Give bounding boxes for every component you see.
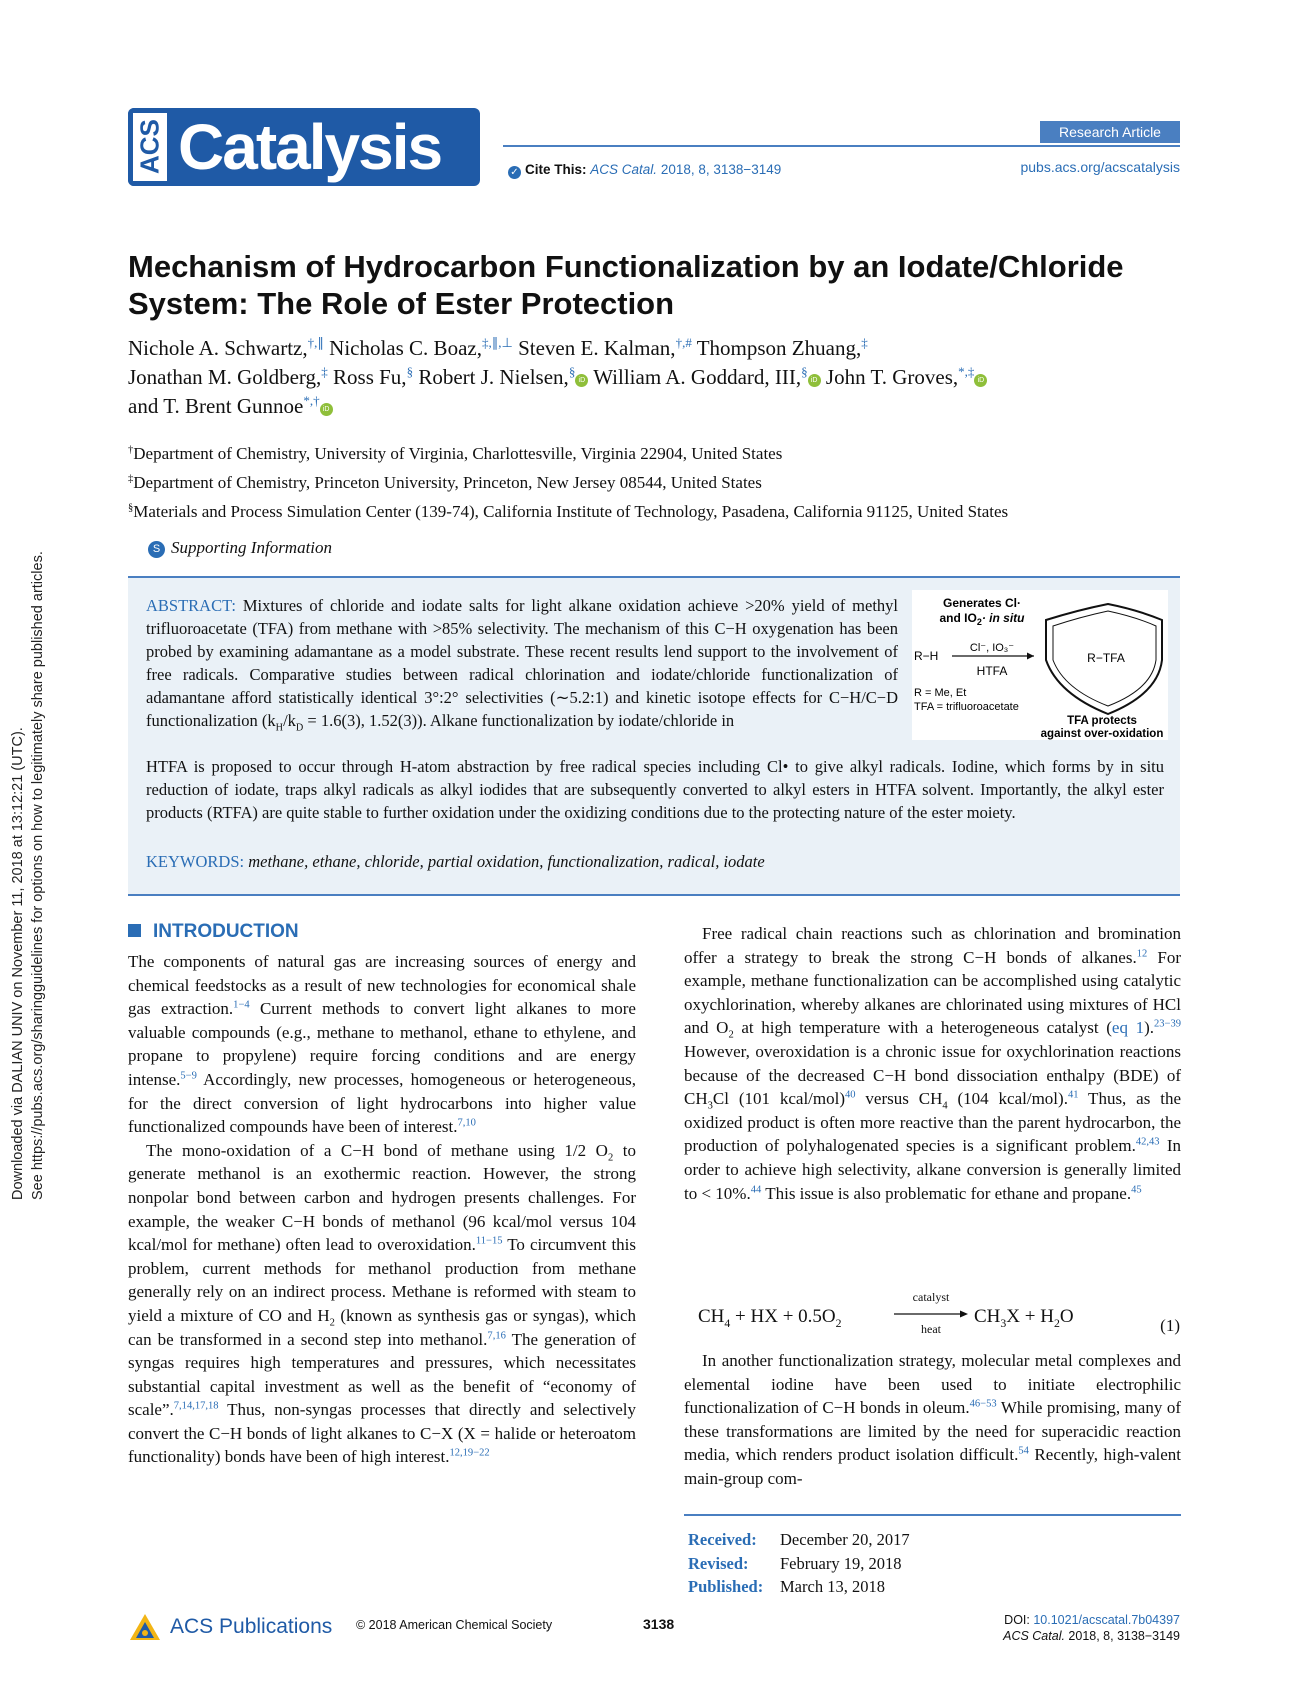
citation-ref[interactable]: 11−15 xyxy=(475,1235,503,1247)
toc-caption1: TFA protects xyxy=(1067,715,1137,727)
article-title: Mechanism of Hydrocarbon Functionalization by an Iodate/Chloride System: The Role of Ester Protection xyxy=(128,249,1124,321)
author[interactable]: Jonathan M. Goldberg,‡ xyxy=(128,364,328,389)
toc-reactant: R−H xyxy=(914,649,939,663)
orcid-icon[interactable]: iD xyxy=(320,403,333,416)
paragraph: The components of natural gas are increasing sources of energy and chemical feedstocks as a result of new technologies for economical shale gas extraction.$^{1-4}$ Current methods to convert light alkanes to more valuable compounds (e.g., methane to methanol, ethane to ethylene, and propane to propylene) require forcing conditions and are energy intense.$^{5-9}$ Accordingly, new processes, homogeneous or heterogeneous, for the direct conversion of light hydrocarbons into higher value functionalized compounds have been of interest.$^{7,10}$ xyxy=(128,952,636,1137)
paragraph: In another functionalization strategy, molecular metal complexes and elemental iodine have been used to initiate electrophilic functionalization of C−H bonds in oleum.$^{46-53}$ While promising, many of these transformations are limited by the need for superacidic reaction media, which renders product isolation difficult.$^{54}$ Recently, high-valent main-group com- xyxy=(684,1351,1181,1488)
affiliation: §Materials and Process Simulation Center (139-74), California Institute of Technology, Pasadena, California 91125, United States xyxy=(128,502,1009,521)
arrow-above: catalyst xyxy=(912,1290,950,1304)
equation-number: (1) xyxy=(1160,1316,1180,1335)
download-note-line1: Downloaded via DALIAN UNIV on November 11, 2018 at 13:12:21 (UTC). xyxy=(10,727,26,1200)
left-column xyxy=(128,950,636,1469)
orcid-icon[interactable]: iD xyxy=(974,374,987,387)
citation-ref[interactable]: 5−9 xyxy=(180,1070,197,1082)
citation-ref[interactable]: 7,14,17,18 xyxy=(173,1400,219,1412)
date-published: Published: March 13, 2018 xyxy=(688,1577,885,1596)
cite-label: Cite This: xyxy=(525,162,587,177)
affiliation: †Department of Chemistry, University of Virginia, Charlottesville, Virginia 22904, United States xyxy=(128,444,783,463)
author[interactable]: Thompson Zhuang,‡ xyxy=(696,335,868,360)
author[interactable]: and T. Brent Gunnoe*,†iD xyxy=(128,394,333,418)
author[interactable]: Nichole A. Schwartz,†,∥ xyxy=(128,335,324,360)
author[interactable]: Nicholas C. Boaz,‡,∥,⊥ xyxy=(329,335,513,360)
toc-legend1: R = Me, Et xyxy=(914,687,967,699)
author-list xyxy=(128,334,1188,421)
affiliation: ‡Department of Chemistry, Princeton University, Princeton, New Jersey 08544, United States xyxy=(128,473,762,492)
citation-ref[interactable]: 41 xyxy=(1067,1089,1079,1101)
section-heading-introduction: INTRODUCTION xyxy=(128,921,299,943)
article-type-badge: Research Article xyxy=(1040,121,1180,143)
journal-url[interactable]: pubs.acs.org/acscatalysis xyxy=(1020,159,1180,175)
supporting-info-link[interactable]: S Supporting Information xyxy=(148,538,332,558)
equation-link[interactable]: eq 1 xyxy=(1111,1018,1145,1038)
citation-ref[interactable]: 12,19−22 xyxy=(449,1447,490,1459)
toc-product: R−TFA xyxy=(1087,651,1125,665)
supporting-info-icon: S xyxy=(148,541,165,558)
equation-1: $CH_4$ + HX + $0.5O_2$ catalyst heat $CH_3X + H_2O$ (1) xyxy=(698,1290,1180,1336)
doi-link[interactable]: 10.1021/acscatal.7b04397 xyxy=(1033,1613,1180,1627)
citation-ref[interactable]: 7,16 xyxy=(487,1329,506,1341)
toc-reagents: Cl⁻, IO₃⁻ xyxy=(969,642,1015,654)
paragraph: Free radical chain reactions such as chlorination and bromination offer a strategy to break the strong C−H bonds of alkanes.$^{12}$ For example, methane functionalization can be accomplished using catalytic oxychlorination, whereby alkanes are chlorinated using mixtures of HCl and $O_2$ at high temperature with a heterogeneous catalyst (eq 1).$^{23-39}$ However, overoxidation is a chronic issue for oxychlorination reactions because of the decreased C−H bond dissociation enthalpy (BDE) of $CH_3Cl$ (101 kcal/mol)$^{40}$ versus $CH_4$ (104 kcal/mol).$^{41}$ Thus, as the oxidized product is often more reactive than the parent hydrocarbon, the production of polyhalogenated species is a significant problem.$^{42,43}$ In order to achieve high selectivity, alkane conversion is generally limited to < 10%.$^{44}$ This issue is also problematic for ethane and propane.$^{45}$ xyxy=(684,924,1182,1203)
citation-ref[interactable]: 12 xyxy=(1136,947,1148,959)
author[interactable]: John T. Groves,*,‡iD xyxy=(826,365,988,389)
right-column-bottom xyxy=(684,1349,1181,1491)
doi-block: DOI: 10.1021/acscatal.7b04397 ACS Catal. 2018, 8, 3138−3149 xyxy=(1003,1613,1180,1643)
right-column-top xyxy=(684,922,1181,1205)
orcid-icon[interactable]: iD xyxy=(808,374,821,387)
citation-ref[interactable]: 40 xyxy=(845,1089,856,1101)
author[interactable]: Ross Fu,§ xyxy=(333,364,414,389)
author[interactable]: Robert J. Nielsen,§iD xyxy=(418,365,588,389)
citation-ref[interactable]: 45 xyxy=(1131,1183,1142,1195)
acs-publications-icon xyxy=(128,1612,162,1642)
toc-top-line2: and $IO_2\cdot$ in situ xyxy=(939,611,1025,627)
citation-ref[interactable]: 54 xyxy=(1018,1445,1029,1457)
toc-solvent: HTFA xyxy=(976,664,1008,678)
abstract-label: ABSTRACT: xyxy=(146,596,236,615)
toc-caption2: against over-oxidation xyxy=(1040,728,1164,740)
check-icon: ✓ xyxy=(508,166,521,179)
citation-ref[interactable]: 42,43 xyxy=(1135,1136,1160,1148)
cite-this[interactable] xyxy=(508,162,781,179)
citation-ref[interactable]: 7,10 xyxy=(457,1117,476,1129)
dates-rule xyxy=(684,1514,1181,1516)
logo-acs: ACS xyxy=(128,108,172,186)
abstract-text-bottom: HTFA is proposed to occur through H-atom abstraction by free radical species including Cl• to give alkyl radicals. Iodine, which forms by in situ reduction of iodate, traps alkyl radicals as alkyl iodides that are subsequently converted to alkyl esters in HTFA solvent. Importantly, the alkyl ester products (RTFA) are quite stable to further oxidation under the oxidizing conditions due to the protecting nature of the ester moiety. xyxy=(146,757,1164,822)
toc-legend2: TFA = trifluoroacetate xyxy=(914,701,1019,713)
author[interactable]: William A. Goddard, III,§iD xyxy=(593,365,820,389)
paragraph: The mono-oxidation of a C−H bond of methane using 1/2 $O_2$ to generate methanol is an exothermic reaction. However, the strong nonpolar bond between carbon and hydrogen presents challenges. For example, the weaker C−H bonds of methanol (96 kcal/mol versus 104 kcal/mol for methane) often lead to overoxidation.$^{11-15}$ To circumvent this problem, current methods for methanol production from methane generally rely on an indirect process. Methane is reformed with steam to yield a mixture of CO and $H_2$ (known as synthesis gas or syngas), which can be transformed in a second step into methanol.$^{7,16}$ The generation of syngas requires high temperatures and pressures, which necessitates substantial capital investment as well as the benefit of “economy of scale”.$^{7,14,17,18}$ Thus, non-syngas processes that directly and selectively convert the C−H bonds of light alkanes to C−X (X = halide or heteroatom functionality) bonds have been of high interest.$^{12,19-22}$ xyxy=(128,1140,637,1467)
toc-graphic xyxy=(912,590,1168,740)
citation-ref[interactable]: 1−4 xyxy=(233,999,250,1011)
citation-ref[interactable]: 23−39 xyxy=(1154,1018,1182,1030)
citation-ref[interactable]: 44 xyxy=(750,1183,762,1195)
page-number: 3138 xyxy=(643,1616,675,1632)
logo-catalysis: Catalysis xyxy=(178,111,442,183)
date-revised: Revised: February 19, 2018 xyxy=(688,1553,902,1573)
abstract-text-top: ABSTRACT: Mixtures of chloride and iodate salts for light alkane oxidation achieve >20% yield of methyl trifluoroacetate (TFA) from methane with >85% selectivity. The mechanism of this C−H oxygenation has been probed by examining adamantane as a model substrate. These recent results lend support to the involvement of free radicals. Comparative studies between radical chlorination and iodate/chloride functionalization of adamantane afford statistically identical 3°:2° selectivities (∼5.2:1) and kinetic isotope effects for C−H/C−D functionalization ($k_H/k_D = 1.6(3)$, 1.52(3)). Alkane functionalization by iodate/chloride in xyxy=(146,596,898,734)
acs-publications-logo[interactable]: ACS Publications xyxy=(128,1612,332,1642)
citation-ref[interactable]: 46−53 xyxy=(969,1398,997,1410)
cite-ref: 2018, 8, 3138−3149 xyxy=(660,162,782,177)
header-rule xyxy=(503,145,1180,147)
orcid-icon[interactable]: iD xyxy=(575,374,588,387)
publication-dates xyxy=(688,1528,910,1599)
heading-square-icon xyxy=(128,924,141,937)
journal-logo[interactable] xyxy=(128,108,480,186)
download-note-line2: See https://pubs.acs.org/sharingguidelines for options on how to legitimately share published articles. xyxy=(30,551,46,1200)
keywords-list: methane, ethane, chloride, partial oxidation, functionalization, radical, iodate xyxy=(248,852,765,871)
date-received: Received: December 20, 2017 xyxy=(688,1530,910,1549)
author[interactable]: Steven E. Kalman,†,# xyxy=(518,335,692,360)
toc-top-line1: Generates Cl· xyxy=(942,596,1022,610)
cite-journal: ACS Catal. xyxy=(590,162,658,177)
arrow-below: heat xyxy=(921,1322,941,1336)
copyright: © 2018 American Chemical Society xyxy=(356,1618,553,1632)
keywords: KEYWORDS: methane, ethane, chloride, partial oxidation, functionalization, radical, iodate xyxy=(146,852,765,871)
